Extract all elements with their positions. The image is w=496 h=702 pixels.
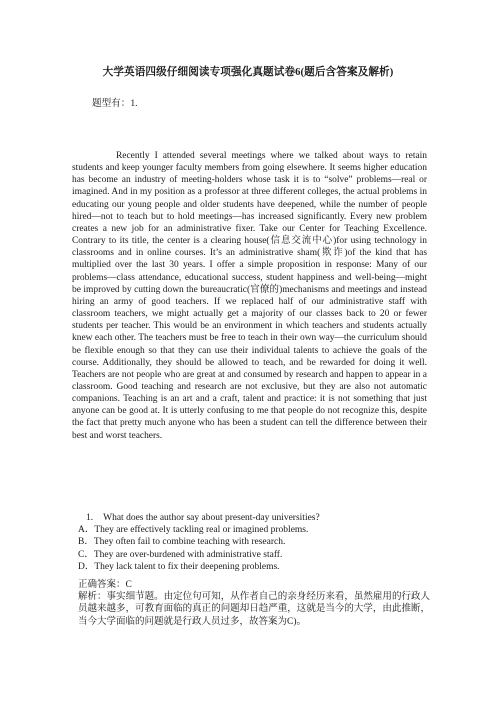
question-stem <box>86 512 428 524</box>
option-c: C．They are over-burdened with administrative staff. <box>78 549 283 560</box>
question-type-label: 题型有：1. <box>92 98 138 109</box>
question-block <box>78 512 428 573</box>
option-d: D．They lack talent to fix their deepening problems. <box>78 561 280 572</box>
option-a: A．They are effectively tackling real or imagined problems. <box>78 525 309 536</box>
option-b: B．They often fail to combine teaching with research. <box>78 537 286 548</box>
document-title: 大学英语四级仔细阅读专项强化真题试卷6(题后含答案及解析) <box>102 67 394 78</box>
question-number: 1. <box>86 513 94 523</box>
answer-explanation: 解析：事实细节题。由定位句可知，从作者自己的亲身经历来看，虽然雇用的行政人员越来越多，可教育面临的真正的问题却日趋严重，这就是当今的大学，由此推断，当今大学面临的问题就是行政人员过多，故答案为C)。 <box>78 592 430 627</box>
correct-answer: 正确答案：C <box>78 580 132 590</box>
question-stem-text: What does the author say about present-day universities? <box>103 513 320 523</box>
answer-block <box>78 579 430 628</box>
reading-passage: Recently I attended several meetings where we talked about ways to retain students and keep younger faculty members from going elsewhere. It seems higher education has become an industry of meeting-holders whose task it is to “solve” problems—real or imagined. And in my position as a professor at three different colleges, the actual problems in educating our young people and older students have deepened, while the number of people hired—not to teach but to hold meetings—has increased significantly. Every new problem creates a new job for an administrative fixer. Take our Center for Teaching Excellence. Contrary to its title, the center is a clearing house(信息交流中心)for using technology in classrooms and in online courses. It’s an administrative sham(欺诈)of the kind that has multiplied over the last 30 years. I offer a simple proposition in response: Many of our problems—class attendance, educational success, student happiness and well-being—might be improved by cutting down the bureaucratic(官僚的)mechanisms and meetings and instead hiring an army of good teachers. If we replaced half of our administrative staff with classroom teachers, we might actually get a majority of our classes back to 20 or fewer students per teacher. This would be an environment in which teachers and students actually knew each other. The teachers must be free to teach in their own way—the curriculum should be flexible enough so that they can use their individual talents to achieve the goals of the course. Additionally, they should be allowed to teach, and be rewarded for doing it well. Teachers are not people who are great at and consumed by research and happen to appear in a classroom. Good teaching and research are not exclusive, but they are also not automatic companions. Teaching is an art and a craft, talent and practice: it is not something that just anyone can be good at. It is utterly confusing to me that people do not recognize this, despite the fact that pretty much anyone who has been a student can tell the difference between their best and worst teachers. <box>72 151 427 441</box>
